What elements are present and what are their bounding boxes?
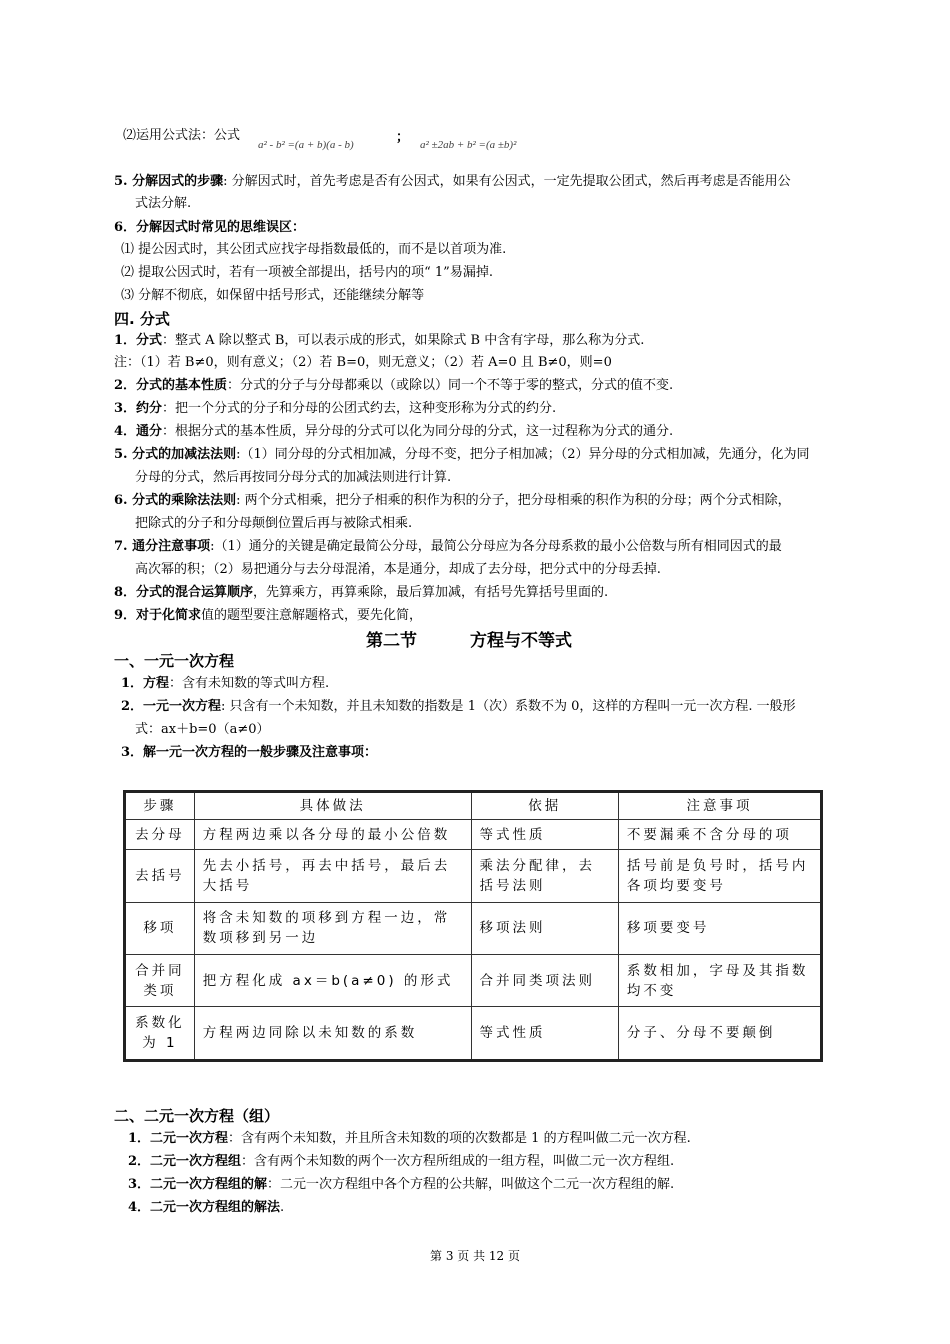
cell-step: 合并同类项: [125, 955, 195, 1007]
binary-equation-text: ：含有两个未知数，并且所含未知数的项的次数都是 1 的方程叫做二元一次方程.: [228, 1131, 691, 1146]
steps-table: [123, 790, 823, 1062]
fraction-mul-div-title: 6. 分式的乘除法法则: [114, 493, 237, 508]
fraction-simplify-text: 值的题型要注意解题格式，要先化简，: [201, 608, 423, 623]
factor-steps-para: [114, 172, 791, 192]
cell-notes: 分子、分母不要颠倒: [618, 1007, 821, 1061]
header-method: 具体做法: [194, 792, 471, 820]
cell-notes: 不要漏乘不含分母的项: [618, 820, 821, 850]
fraction-notes: [114, 537, 782, 557]
linear-steps-title: 3．解一元一次方程的一般步骤及注意事项：: [121, 745, 378, 760]
fraction-order-text: ，先算乘方，再算乘除，最后算加减，有括号先算括号里面的.: [253, 585, 609, 600]
cell-notes: 移项要变号: [618, 902, 821, 954]
fraction-notes-text: :（1）通分的关键是确定最简公分母，最简公分母应为各分母系救的最小公倍数与所有相同因式的最: [210, 539, 782, 554]
fraction-simplify-title: 9．对于化简求: [114, 608, 202, 623]
binary-solution-def: [128, 1175, 674, 1195]
binary-equation-def: [128, 1129, 691, 1149]
table-row: [125, 820, 822, 850]
fraction-notes-title: 7. 通分注意事项: [114, 539, 211, 554]
cell-basis: 等式性质: [471, 1007, 618, 1061]
cell-method: 把方程化成 ax＝b(a≠0) 的形式: [194, 955, 471, 1007]
table-row: [125, 955, 822, 1007]
linear-one-var-def: [121, 697, 796, 717]
fraction-def-text: ：整式 A 除以整式 B，可以表示成的形式，如果除式 B 中含有字母，那么称为分式.: [162, 333, 645, 348]
fraction-common-denominator-title: 4．通分: [114, 424, 163, 439]
cell-step: 去分母: [125, 820, 195, 850]
binary-system-text: ：含有两个未知数的两个一次方程所组成的一组方程，叫做二元一次方程组.: [241, 1154, 675, 1169]
cell-basis: 乘法分配律，去括号法则: [471, 850, 618, 902]
fraction-add-sub-text: :（1）同分母的分式相加减，分母不变，把分子相加减；（2）异分母的分式相加减，先通分，化为同: [236, 447, 810, 462]
fraction-note: 注：（1）若 B≠0，则有意义；（2）若 B=0，则无意义；（2）若 A=0 且 B≠0，则=0: [114, 355, 612, 370]
binary-equation-title: 1．二元一次方程: [128, 1131, 229, 1146]
section-title: 方程与不等式: [470, 631, 572, 651]
binary-methods-text: .: [280, 1200, 285, 1215]
linear-equation-def-text: ：含有未知数的等式叫方程.: [169, 676, 330, 691]
fraction-common-denominator: [114, 422, 673, 442]
binary-solution-text: ：二元一次方程组中各个方程的公共解，叫做这个二元一次方程组的解.: [267, 1177, 675, 1192]
section-number: 第二节: [366, 631, 417, 651]
fraction-property-title: 2．分式的基本性质: [114, 378, 228, 393]
fraction-def: [114, 331, 644, 351]
cell-basis: 移项法则: [471, 902, 618, 954]
fraction-reduce-title: 3．约分: [114, 401, 163, 416]
linear-one-var-cont: 式：ax＋b=0（a≠0）: [135, 722, 270, 737]
fraction-property-text: ：分式的分子与分母都乘以（或除以）同一个不等于零的整式，分式的值不变.: [227, 378, 674, 393]
fraction-simplify: [114, 606, 422, 626]
table-row: [125, 902, 822, 954]
binary-solution-title: 3．二元一次方程组的解: [128, 1177, 268, 1192]
cell-step: 系数化为 1: [125, 1007, 195, 1061]
fraction-order: [114, 583, 608, 603]
factor-steps-title: 5. 分解因式的步骤: [114, 174, 224, 189]
linear-heading: 一、一元一次方程: [114, 652, 235, 670]
fraction-def-title: 1．分式: [114, 333, 163, 348]
fraction-reduce-text: ：把一个分式的分子和分母的公团式约去，这种变形称为分式的约分.: [162, 401, 557, 416]
linear-equation-def: [121, 674, 329, 694]
formula-difference-of-squares: a² - b² =(a + b)(a - b): [258, 139, 354, 151]
fraction-mul-div-text: : 两个分式相乘，把分子相乘的积作为积的分子，把分母相乘的积作为积的分母；两个分式相除，: [236, 493, 791, 508]
cell-step: 去括号: [125, 850, 195, 902]
header-notes: 注意事项: [618, 792, 821, 820]
cell-method: 方程两边乘以各分母的最小公倍数: [194, 820, 471, 850]
header-step: 步骤: [125, 792, 195, 820]
linear-equation-def-title: 1．方程: [121, 676, 170, 691]
cell-basis: 等式性质: [471, 820, 618, 850]
linear-one-var-text: : 只含有一个未知数，并且未知数的指数是 1（次）系数不为 0，这样的方程叫一元一次方程. 一般形: [221, 699, 796, 714]
cell-basis: 合并同类项法则: [471, 955, 618, 1007]
fraction-notes-cont: 高次幂的积；（2）易把通分与去分母混淆，本是通分，却成了去分母，把分式中的分母丢掉.: [135, 562, 661, 577]
formula-line: [123, 126, 240, 146]
linear-one-var-title: 2．一元一次方程: [121, 699, 222, 714]
cell-method: 先去小括号，再去中括号，最后去大括号: [194, 850, 471, 902]
cell-notes: 括号前是负号时，括号内各项均要变号: [618, 850, 821, 902]
factor-steps-cont: 式法分解.: [135, 196, 192, 211]
cell-notes: 系数相加，字母及其指数均不变: [618, 955, 821, 1007]
factor-mistakes-title: 6．分解因式时常见的思维误区：: [114, 220, 306, 235]
cell-method: 将含未知数的项移到方程一边，常数项移到另一边: [194, 902, 471, 954]
fraction-reduce: [114, 399, 556, 419]
steps-table-header: [125, 792, 822, 820]
formula-separator: ；: [396, 130, 410, 145]
table-row: [125, 1007, 822, 1061]
binary-methods-title: 4．二元一次方程组的解法: [128, 1200, 281, 1215]
formula-label: ⑵运用公式法：公式: [123, 128, 241, 143]
fraction-add-sub-title: 5. 分式的加减法法则: [114, 447, 237, 462]
page-footer: 第 3 页 共 12 页: [430, 1249, 520, 1263]
cell-step: 移项: [125, 902, 195, 954]
fraction-heading: 四. 分式: [114, 310, 170, 328]
fraction-property: [114, 376, 673, 396]
binary-system-title: 2．二元一次方程组: [128, 1154, 242, 1169]
formula-perfect-square: a² ±2ab + b² =(a ±b)²: [420, 139, 517, 151]
binary-methods: [128, 1198, 284, 1218]
fraction-add-sub-cont: 分母的分式，然后再按同分母分式的加减法则进行计算.: [135, 470, 452, 485]
fraction-add-sub: [114, 445, 810, 465]
table-row: [125, 850, 822, 902]
header-basis: 依据: [471, 792, 618, 820]
fraction-order-title: 8．分式的混合运算顺序: [114, 585, 254, 600]
factor-mistake-2: ⑵ 提取公因式时，若有一项被全部提出，括号内的项“ 1”易漏掉.: [121, 265, 493, 280]
fraction-mul-div: [114, 491, 791, 511]
factor-steps-text: : 分解因式时，首先考虑是否有公因式，如果有公因式，一定先提取公团式，然后再考虑是否能用公: [223, 174, 791, 189]
binary-heading: 二、二元一次方程（组）: [114, 1107, 280, 1125]
factor-mistake-1: ⑴ 提公因式时，其公团式应找字母指数最低的，而不是以首项为准.: [121, 242, 507, 257]
fraction-common-denominator-text: ：根据分式的基本性质，异分母的分式可以化为同分母的分式，这一过程称为分式的通分.: [162, 424, 674, 439]
fraction-mul-div-cont: 把除式的分子和分母颠倒位置后再与被除式相乘.: [135, 516, 413, 531]
cell-method: 方程两边同除以未知数的系数: [194, 1007, 471, 1061]
binary-system-def: [128, 1152, 674, 1172]
factor-mistake-3: ⑶ 分解不彻底，如保留中括号形式，还能继续分解等: [121, 288, 425, 303]
